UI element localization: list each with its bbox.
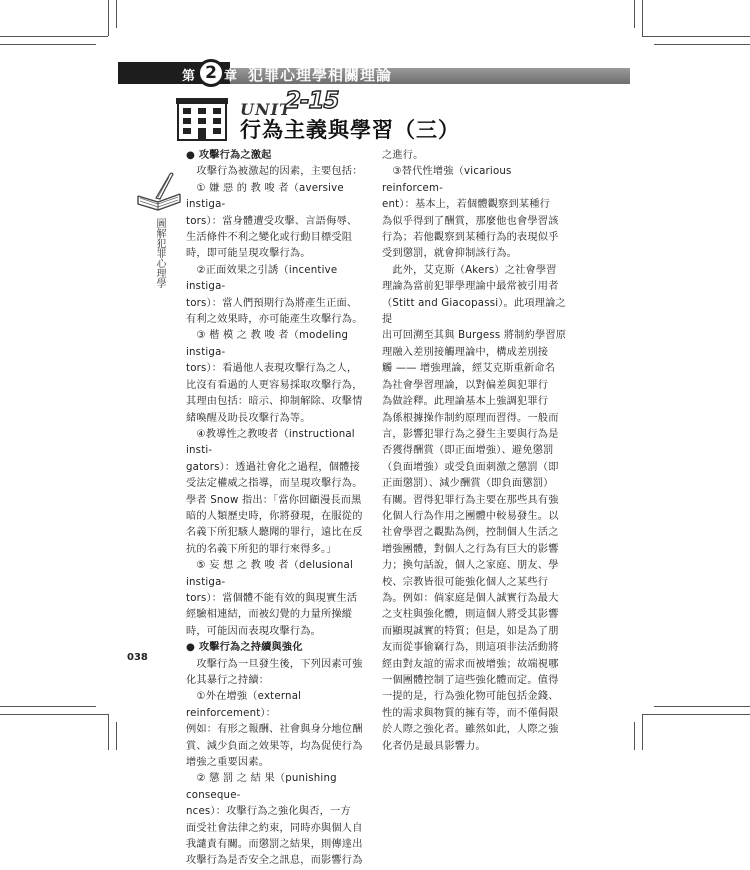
section-heading: ● 攻擊行為之激起	[186, 150, 272, 161]
text-line: 為做詮釋。此理論基本上強調犯罪行	[382, 396, 549, 408]
crop-mark-bottom-right-v2	[634, 722, 635, 750]
text-line: （負面增強）或受負面刺激之懲罰（即	[382, 461, 559, 473]
text-line: 性的需求與物質的擁有等，而不僅侷限	[382, 707, 559, 719]
text-line: tors）：當人們預期行為將產生正面、	[186, 297, 358, 309]
text-line: 經由對友誼的需求而被增強；故端視哪	[382, 658, 559, 670]
text-line: 經驗相連結，而被幻覺的力量所操縱	[186, 609, 353, 621]
text-line: 言，影響犯罪行為之發生主要與行為是	[382, 428, 559, 440]
text-line: 出可回溯至其與 Burgess 將制約學習原	[382, 330, 567, 342]
chapter-number: 2	[197, 59, 225, 87]
text-line: ②正面效果之引誘（incentive instiga-	[186, 264, 338, 293]
text-line: 學者 Snow 指出：「當你回顧漫長而黑	[186, 494, 362, 506]
text-line: 化者仍是最具影響力。	[382, 740, 486, 752]
chapter-title: 犯罪心理學相關理論	[248, 66, 393, 84]
text-line: ① 嫌 惡 的 教 唆 者（aversive instiga-	[186, 182, 344, 211]
text-line: 攻擊行為是否安全之訊息，而影響行為	[186, 855, 363, 867]
text-line: 正面懲罰）、減少酬賞（即負面懲罰）	[382, 478, 554, 490]
text-line: 時，即可能呈現攻擊行為。	[186, 248, 311, 260]
unit-number: 2-15	[285, 88, 339, 114]
text-line: nces）：攻擊行為之強化與否，一方	[186, 806, 351, 818]
text-line: 攻擊行為被激起的因素，主要包括：	[186, 166, 363, 178]
unit-title: 行為主義與學習（三）	[240, 118, 460, 142]
chapter-prefix: 第	[182, 69, 196, 84]
text-line: 社會學習之觀點為例，控制個人生活之	[382, 527, 559, 539]
text-line: 而顯現誠實的特質；但是，如是為了朋	[382, 625, 559, 637]
text-line: 友而從事偷竊行為，則這項非法活動將	[382, 642, 559, 654]
crop-mark-top-left-v	[108, 0, 109, 36]
text-line: tors）：看過他人表現攻擊行為之人，	[186, 363, 358, 375]
crop-mark-bottom-right-h2	[654, 706, 750, 707]
text-line: 力；換句話說，個人之家庭、朋友、學	[382, 560, 559, 572]
sidebar-book-title: 圖解犯罪心理學	[154, 218, 165, 288]
text-line: 為。例如：倘家庭是個人誠實行為最大	[382, 592, 559, 604]
text-line: 暗的人類歷史時，你將發現，在服從的	[186, 510, 363, 522]
text-line: 增強之重要因素。	[186, 757, 270, 769]
text-line: 名義下所犯駭人聽聞的罪行，遠比在反	[186, 527, 363, 539]
building-icon	[176, 96, 228, 142]
text-line: 一個團體控制了這些強化體而定。值得	[382, 675, 559, 686]
text-line: 攻擊行為一旦發生後，下列因素可強	[186, 658, 363, 670]
text-line: 理融入差別接觸理論中，構成差別接	[382, 346, 549, 358]
text-line: ①外在增強（external reinforcement）：	[186, 691, 302, 719]
page-number: 038	[127, 652, 148, 663]
text-line: tors）：當個體不能有效的與現實生活	[186, 592, 358, 604]
crop-mark-bottom-right-h	[642, 714, 750, 715]
text-line: 此外，艾克斯（Akers）之社會學習	[382, 264, 557, 276]
text-line: 行為；若他觀察到某種行為的表現似乎	[382, 232, 559, 244]
text-line: 為係根據操作制約原理而習得。一般而	[382, 412, 559, 424]
text-line: 有關。習得犯罪行為主要在那些具有強	[382, 494, 559, 506]
text-line: 其理由包括：暗示、抑制解除、攻擊情	[186, 396, 363, 408]
chapter-suffix: 章	[224, 69, 238, 84]
unit-label: UNIT	[240, 100, 292, 119]
text-line: 面受社會法律之約束，同時亦與個人自	[186, 822, 363, 834]
crop-mark-bottom-left-v2	[116, 722, 117, 750]
crop-mark-top-right-h2	[654, 44, 750, 45]
crop-mark-top-left-v2	[116, 0, 117, 28]
text-line: 之支柱與強化體，則這個人將受其影響	[382, 609, 559, 621]
right-text-column	[382, 148, 567, 755]
text-line: 校、宗教皆很可能強化個人之某些行	[382, 576, 549, 588]
crop-mark-top-left-h	[0, 36, 108, 37]
text-line: gators）：透過社會化之過程，個體接	[186, 461, 360, 473]
text-line: 例如：有形之報酬、社會與身分地位酬	[186, 724, 363, 736]
section-heading: ● 攻擊行為之持續與強化	[186, 642, 303, 654]
left-text-column	[186, 148, 370, 870]
crop-mark-bottom-left-h	[0, 714, 108, 715]
text-line: ② 懲 罰 之 結 果（punishing conseque-	[186, 773, 337, 801]
text-line: 否獲得酬賞（即正面增強）、避免懲罰	[382, 445, 554, 457]
text-line: 之進行。	[382, 150, 424, 161]
text-line: ent）：基本上，若個體觀察到某種行	[382, 199, 551, 211]
text-line: 賞、減少負面之效果等，均為促使行為	[186, 740, 363, 752]
crop-mark-top-right-v	[642, 0, 643, 36]
text-line: ③ 楷 模 之 教 唆 者（modeling instiga-	[186, 330, 349, 358]
text-line: ④教導性之教唆者（instructional insti-	[186, 428, 355, 457]
text-line: 為似乎得到了酬賞，那麼他也會學習該	[382, 215, 559, 227]
text-line: 我譴責有關。而懲罰之結果，則傳達出	[186, 839, 363, 851]
crop-mark-bottom-left-h2	[0, 706, 96, 707]
text-line: 一提的是，行為強化物可能包括金錢、	[382, 691, 559, 703]
text-line: 化其暴行之持續：	[186, 675, 270, 686]
book-quill-icon	[136, 172, 182, 212]
text-line: tors）：當身體遭受攻擊、言語侮辱、	[186, 215, 358, 227]
crop-mark-top-left-h2	[0, 44, 96, 45]
text-line: 觸 —— 增強理論，經艾克斯重新命名	[382, 363, 556, 375]
text-line: 增強團體，對個人之行為有巨大的影響	[382, 543, 559, 555]
text-line: ⑤ 妄 想 之 教 唆 者（delusional instiga-	[186, 560, 353, 588]
crop-mark-top-right-h	[642, 36, 750, 37]
text-line: 受法定權威之指導，而呈現攻擊行為。	[186, 478, 363, 490]
text-line: 於人際之強化者。雖然如此，人際之強	[382, 724, 559, 736]
text-line: 抗的名義下所犯的罪行來得多。」	[186, 543, 337, 555]
text-line: ③替代性增強（vicarious reinforcem-	[382, 166, 512, 194]
text-line: 時，可能因而表現攻擊行為。	[186, 625, 322, 637]
crop-mark-bottom-right-v	[642, 714, 643, 750]
text-line: 化個人行為作用之團體中較易發生。以	[382, 510, 559, 522]
text-line: 有利之效果時，亦可能產生攻擊行為。	[186, 314, 363, 326]
text-line: 受到懲罰，就會抑制該行為。	[382, 248, 518, 260]
text-line: （Stitt and Giacopassi）。此項理論之提	[382, 297, 566, 326]
text-line: 緒喚醒及助長攻擊行為等。	[186, 412, 311, 424]
text-line: 為社會學習理論，以對偏差與犯罪行	[382, 379, 549, 391]
crop-mark-top-right-v2	[634, 0, 635, 28]
crop-mark-bottom-left-v	[108, 714, 109, 750]
text-line: 比沒有看過的人更容易採取攻擊行為，	[186, 379, 363, 391]
text-line: 理論為當前犯罪學理論中最常被引用者	[382, 281, 559, 293]
text-line: 生活條件不利之變化或行動目標受阻	[186, 232, 353, 244]
